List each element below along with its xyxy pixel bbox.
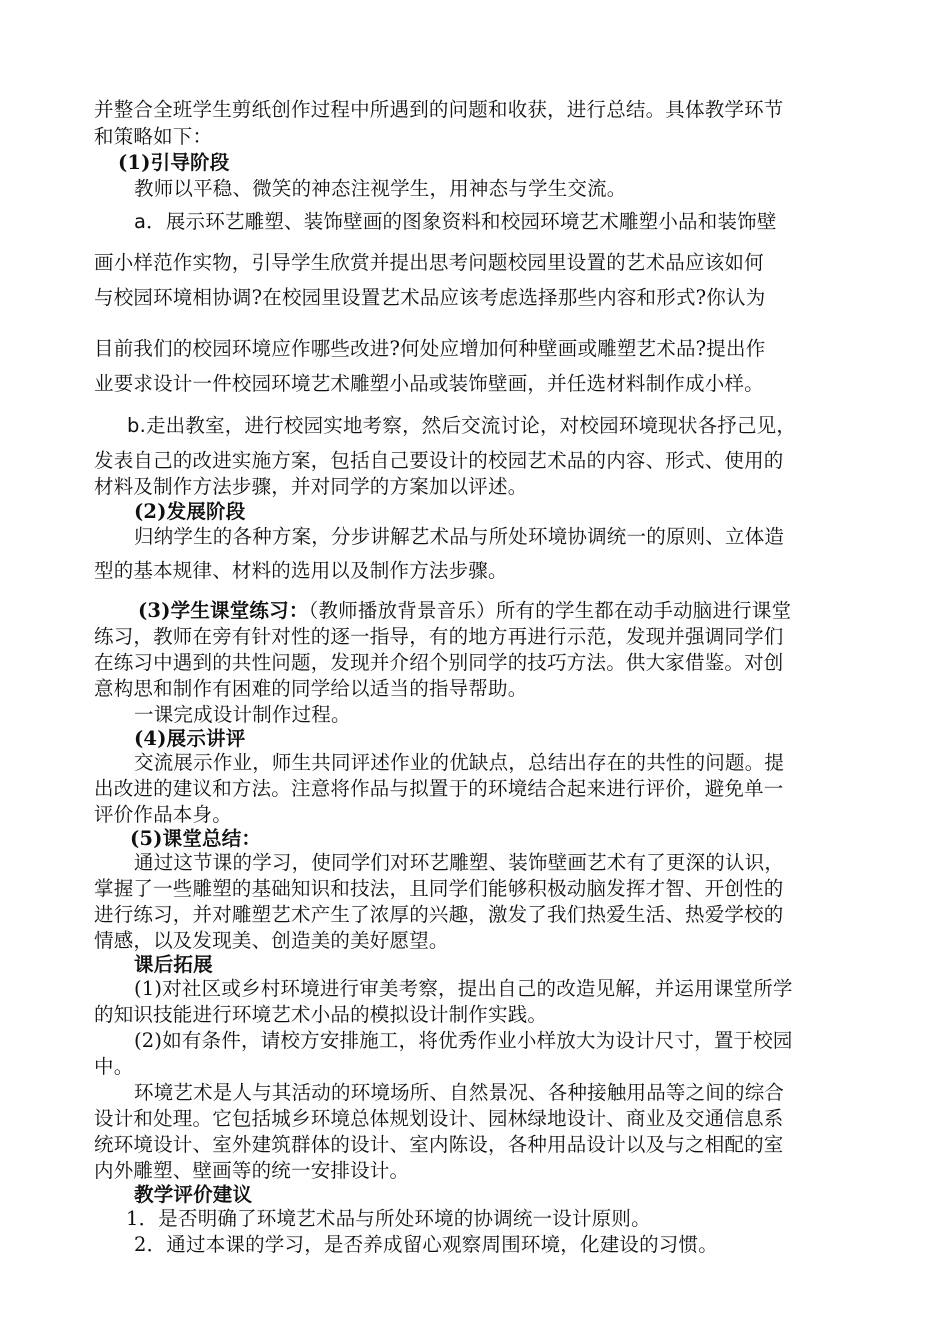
paragraph-line: 意构思和制作有困难的同学给以适当的指导帮助。 bbox=[94, 677, 528, 700]
paragraph-line: 情感，以及发现美、创造美的美好愿望。 bbox=[94, 929, 449, 952]
paragraph-line: 画小样范作实物，引导学生欣赏并提出思考问题校园里设置的艺术品应该如何 bbox=[94, 251, 764, 274]
paragraph-line: 掌握了一些雕塑的基础知识和技法，且同学们能够积极动脑发挥才智、开创性的 bbox=[94, 877, 784, 900]
paragraph-line: 教师以平稳、微笑的神态注视学生，用神态与学生交流。 bbox=[134, 177, 627, 200]
paragraph-line: 环境艺术是人与其活动的环境场所、自然景况、各种接触用品等之间的综合 bbox=[134, 1081, 785, 1104]
section-heading-develop: (2)发展阶段 bbox=[134, 500, 246, 523]
section-heading-summary: (5)课堂总结： bbox=[130, 827, 262, 850]
paragraph-line: 中。 bbox=[94, 1055, 134, 1078]
paragraph-line: 内外雕塑、壁画等的统一安排设计。 bbox=[94, 1159, 410, 1182]
item-a-text: 展示环艺雕塑、装饰壁画的图象资料和校园环境艺术雕塑小品和装饰壁 bbox=[165, 210, 777, 233]
paragraph-line: 一课完成设计制作过程。 bbox=[134, 703, 351, 726]
section-heading-review: (4)展示讲评 bbox=[134, 727, 246, 750]
paragraph-line: 通过这节课的学习，使同学们对环艺雕塑、装饰壁画艺术有了更深的认识， bbox=[134, 851, 785, 874]
paragraph-line: 目前我们的校园环境应作哪些改进?何处应增加何种壁画或雕塑艺术品?提出作 bbox=[94, 337, 766, 360]
paragraph-line: 练习，教师在旁有针对性的逐一指导，有的地方再进行示范，发现并强调同学们 bbox=[94, 625, 784, 648]
paragraph-line: (1)对社区或乡村环境进行审美考察，提出自己的改造见解，并运用课堂所学 bbox=[134, 977, 793, 1000]
section-heading-practice: (3)学生课堂练习： bbox=[138, 599, 309, 622]
paragraph-line: 与校园环境相协调?在校园里设置艺术品应该考虑选择那些内容和形式?你认为 bbox=[94, 286, 766, 309]
paragraph-line: 业要求设计一件校园环境艺术雕塑小品或装饰壁画，并任选材料制作成小样。 bbox=[94, 372, 764, 395]
practice-text: （教师播放背景音乐）所有的学生都在动手动脑进行课堂 bbox=[308, 599, 792, 622]
paragraph-line: (2)如有条件，请校方安排施工，将优秀作业小样放大为设计尺寸，置于校园 bbox=[134, 1029, 793, 1052]
paragraph-line: 出改进的建议和方法。注意将作品与拟置于的环境结合起来进行评价，避免单一 bbox=[94, 777, 784, 800]
paragraph-line: 设计和处理。它包括城乡环境总体规划设计、园林绿地设计、商业及交通信息系 bbox=[94, 1107, 784, 1130]
paragraph-line-practice bbox=[138, 598, 791, 624]
paragraph-line: 材料及制作方法步骤，并对同学的方案加以评述。 bbox=[94, 475, 528, 498]
intro-line: 并整合全班学生剪纸创作过程中所遇到的问题和收获，进行总结。具体教学环节 bbox=[94, 98, 784, 121]
section-heading-guide: (1)引导阶段 bbox=[118, 151, 230, 174]
paragraph-line: 发表自己的改进实施方案，包括自己要设计的校园艺术品的内容、形式、使用的 bbox=[94, 449, 784, 472]
list-item: 2．通过本课的学习，是否养成留心观察周围环境，化建设的习惯。 bbox=[134, 1233, 718, 1256]
intro-line: 和策略如下： bbox=[94, 125, 213, 148]
paragraph-line: 归纳学生的各种方案，分步讲解艺术品与所处环境协调统一的原则、立体造 bbox=[134, 525, 785, 548]
paragraph-line-b bbox=[127, 413, 796, 439]
item-marker-b: b. bbox=[127, 414, 146, 437]
item-b-text: 走出教室，进行校园实地考察，然后交流讨论，对校园环境现状各抒己见， bbox=[145, 414, 797, 437]
item-marker-a: a． bbox=[134, 210, 166, 233]
paragraph-line: 的知识技能进行环境艺术小品的模拟设计制作实践。 bbox=[94, 1003, 548, 1026]
paragraph-line: 在练习中遇到的共性问题，发现并介绍个别同学的技巧方法。供大家借鉴。对创 bbox=[94, 651, 784, 674]
paragraph-line-a bbox=[134, 209, 777, 235]
list-item: 1．是否明确了环境艺术品与所处环境的协调统一设计原则。 bbox=[126, 1207, 651, 1230]
section-heading-extension: 课后拓展 bbox=[134, 953, 213, 976]
paragraph-line: 统环境设计、室外建筑群体的设计、室内陈设，各种用品设计以及与之相配的室 bbox=[94, 1133, 784, 1156]
paragraph-line: 进行练习，并对雕塑艺术产生了浓厚的兴趣，激发了我们热爱生活、热爱学校的 bbox=[94, 903, 784, 926]
paragraph-line: 型的基本规律、材料的选用以及制作方法步骤。 bbox=[94, 559, 508, 582]
paragraph-line: 交流展示作业，师生共同评述作业的优缺点，总结出存在的共性的问题。提 bbox=[134, 751, 785, 774]
paragraph-line: 评价作品本身。 bbox=[94, 803, 232, 826]
section-heading-evaluation: 教学评价建议 bbox=[134, 1183, 253, 1206]
